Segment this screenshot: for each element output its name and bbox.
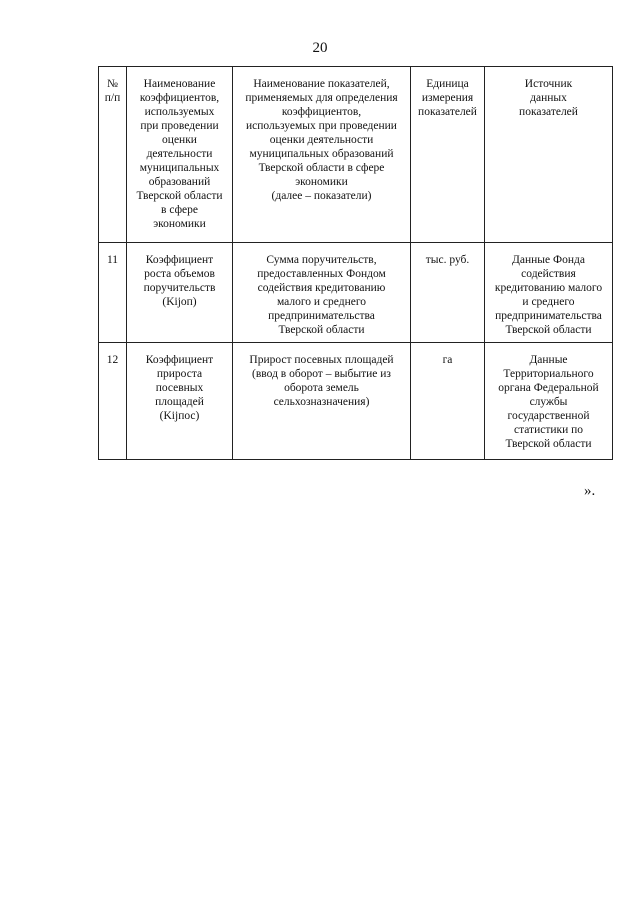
table-row bbox=[99, 243, 613, 343]
header-indicator-name: Наименование показателей, применяемых для определения коэффициентов, используемых при проведении оценки деятельности муниципальных образований Тверской области в сфере экономики (далее – показатели) bbox=[233, 67, 411, 243]
row-number: 11 bbox=[99, 243, 127, 343]
unit: тыс. руб. bbox=[411, 243, 485, 343]
data-source: Данные Фонда содействия кредитованию малого и среднего предпринимательства Тверской области bbox=[485, 243, 613, 343]
coefficient-name: Коэффициент прироста посевных площадей (Kijпос) bbox=[127, 343, 233, 460]
header-coefficient-name: Наименование коэффициентов, используемых при проведении оценки деятельности муниципальных образований Тверской области в сфере экономики bbox=[127, 67, 233, 243]
closing-quote: ». bbox=[584, 483, 596, 499]
header-source: Источник данных показателей bbox=[485, 67, 613, 243]
data-source: Данные Территориального органа Федеральной службы государственной статистики по Тверской области bbox=[485, 343, 613, 460]
table-row bbox=[99, 343, 613, 460]
coefficient-name: Коэффициент роста объемов поручительств (Kijоп) bbox=[127, 243, 233, 343]
indicator-name: Сумма поручительств, предоставленных Фондом содействия кредитованию малого и среднего предпринимательства Тверской области bbox=[233, 243, 411, 343]
header-unit: Единица измерения показателей bbox=[411, 67, 485, 243]
indicator-name: Прирост посевных площадей (ввод в оборот – выбытие из оборота земель сельхозназначения) bbox=[233, 343, 411, 460]
header-number: № п/п bbox=[99, 67, 127, 243]
table-header-row bbox=[99, 67, 613, 243]
indicators-table bbox=[98, 66, 613, 460]
row-number: 12 bbox=[99, 343, 127, 460]
unit: га bbox=[411, 343, 485, 460]
page-number: 20 bbox=[312, 40, 328, 56]
